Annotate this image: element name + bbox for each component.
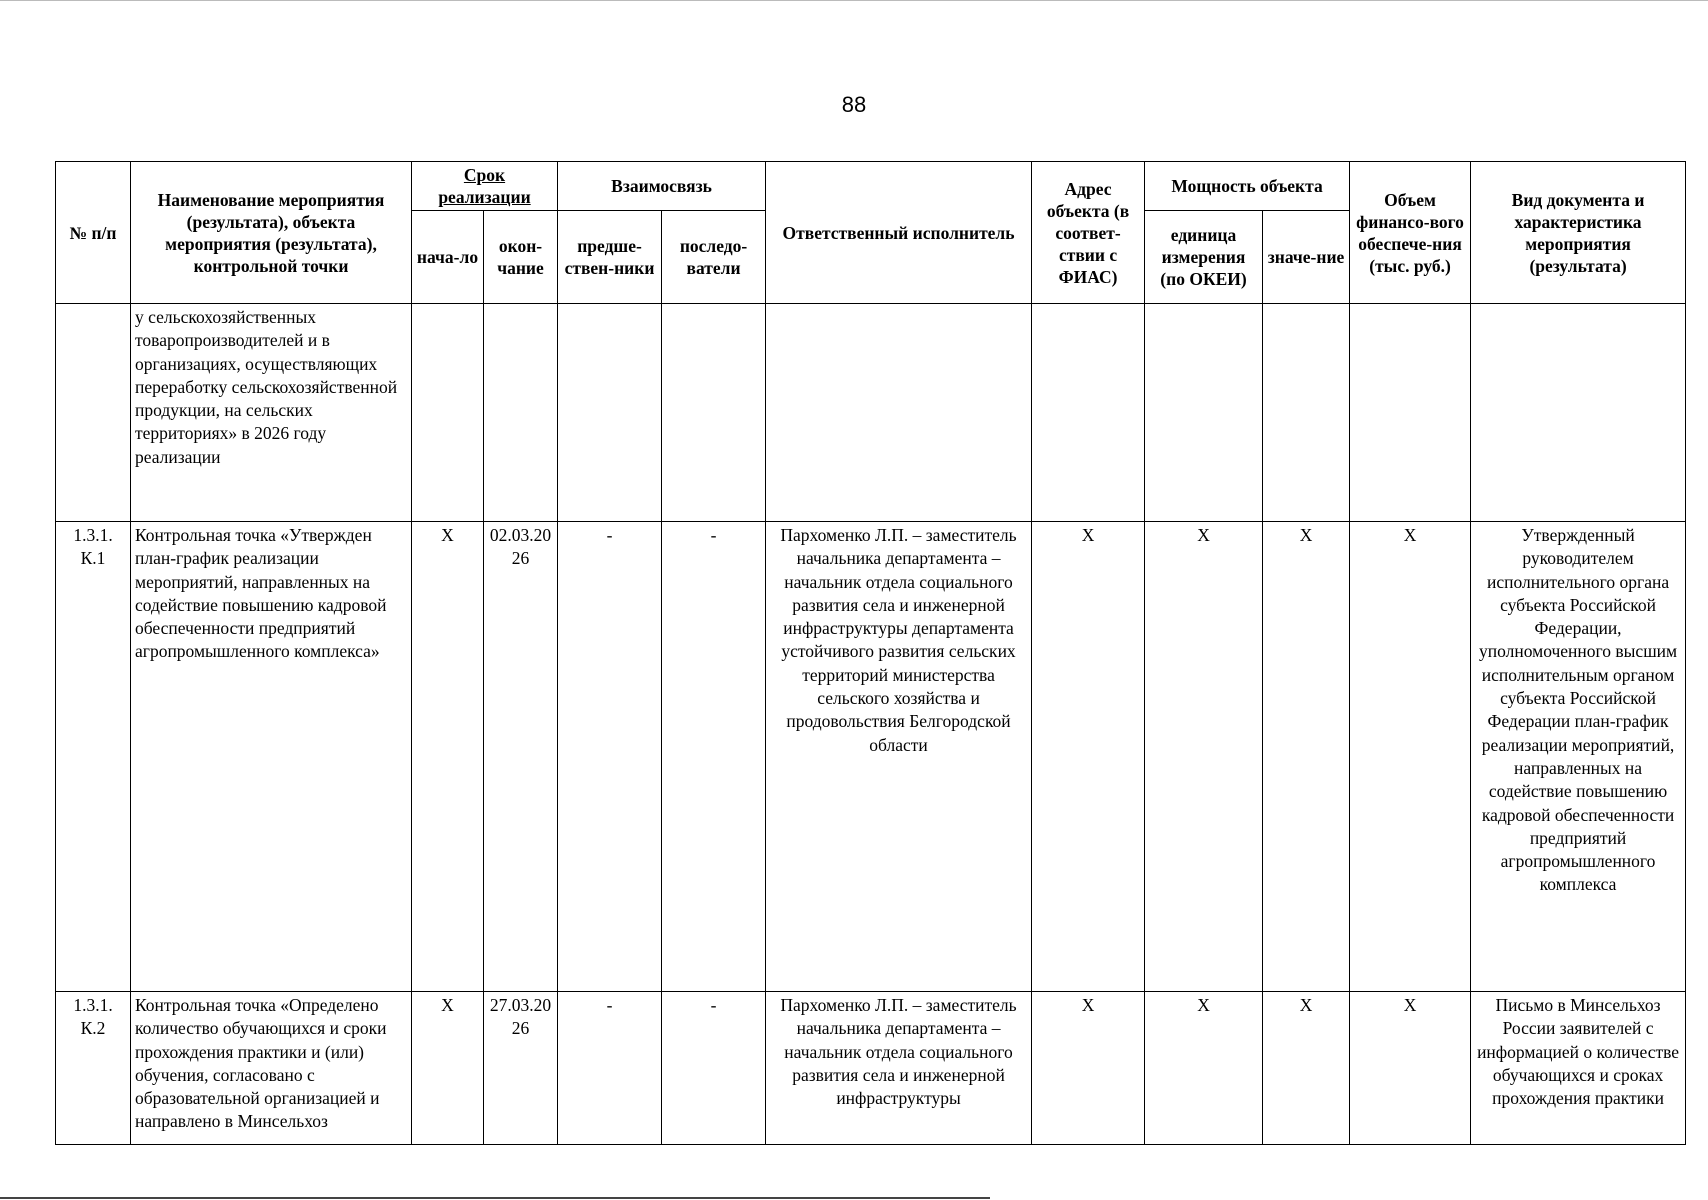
row-value: X (1263, 992, 1350, 1145)
row-successors: - (662, 522, 766, 992)
header-successors: последо-ватели (662, 211, 766, 304)
header-term: Срок реализации (412, 162, 558, 211)
row-responsible: Пархоменко Л.П. – заместитель начальника департамента – начальник отдела социального развития села и инженерной инфраструктуры департамента устойчивого развития сельских территорий министерства сельского хозяйства и продовольствия Белгородской области (766, 522, 1032, 992)
row-finance (1350, 304, 1471, 522)
row-responsible (766, 304, 1032, 522)
header-finance: Объем финансо-вого обеспече-ния (тыс. руб.) (1350, 162, 1471, 304)
row-responsible: Пархоменко Л.П. – заместитель начальника департамента – начальник отдела социального развития села и инженерной инфраструктуры (766, 992, 1032, 1145)
row-end: 02.03.2026 (484, 522, 558, 992)
row-start: X (412, 522, 484, 992)
table-row (56, 992, 1686, 1145)
page-number: 88 (841, 92, 867, 117)
header-unit: единица измерения (по ОКЕИ) (1145, 211, 1263, 304)
row-address: X (1032, 522, 1145, 992)
row-unit: X (1145, 522, 1263, 992)
header-predecessors: предше-ствен-ники (558, 211, 662, 304)
row-name: Контрольная точка «Определено количество обучающихся и сроки прохождения практики и (или) обучения, согласовано с образовательной организацией и направлено в Минсельхоз (131, 992, 412, 1145)
row-address: X (1032, 992, 1145, 1145)
header-capacity: Мощность объекта (1145, 162, 1350, 211)
row-num (56, 304, 131, 522)
row-unit (1145, 304, 1263, 522)
row-address (1032, 304, 1145, 522)
header-name: Наименование мероприятия (результата), объекта мероприятия (результата), контрольной точки (131, 162, 412, 304)
row-num: 1.3.1. К.1 (56, 522, 131, 992)
row-value (1263, 304, 1350, 522)
row-name: Контрольная точка «Утвержден план-график реализации мероприятий, направленных на содействие повышению кадровой обеспеченности предприятий агропромышленного комплекса» (131, 522, 412, 992)
scan-bottom-edge (0, 1197, 990, 1199)
row-document: Письмо в Минсельхоз России заявителей с информацией о количестве обучающихся и сроках прохождения практики (1471, 992, 1686, 1145)
row-successors (662, 304, 766, 522)
row-unit: X (1145, 992, 1263, 1145)
row-document: Утвержденный руководителем исполнительного органа субъекта Российской Федерации, уполномоченного высшим исполнительным органом субъекта Российской Федерации план-график реализации мероприятий, направленных на содействие повышению кадровой обеспеченности предприятий агропромышленного комплекса (1471, 522, 1686, 992)
row-start: X (412, 992, 484, 1145)
scan-top-edge (0, 0, 1708, 1)
table-header (56, 162, 1686, 304)
table-row (56, 304, 1686, 522)
row-value: X (1263, 522, 1350, 992)
row-predecessors (558, 304, 662, 522)
row-successors: - (662, 992, 766, 1145)
row-name: у сельскохозяйственных товаропроизводителей и в организациях, осуществляющих переработку сельскохозяйственной продукции, на сельских территориях» в 2026 году реализации (131, 304, 412, 522)
header-responsible: Ответственный исполнитель (766, 162, 1032, 304)
header-value: значе-ние (1263, 211, 1350, 304)
header-document: Вид документа и характеристика мероприятия (результата) (1471, 162, 1686, 304)
header-address: Адрес объекта (в соответ-ствии с ФИАС) (1032, 162, 1145, 304)
table-row (56, 522, 1686, 992)
row-end: 27.03.2026 (484, 992, 558, 1145)
row-start (412, 304, 484, 522)
plan-table (55, 161, 1686, 1145)
row-num: 1.3.1. К.2 (56, 992, 131, 1145)
header-link: Взаимосвязь (558, 162, 766, 211)
row-end (484, 304, 558, 522)
row-predecessors: - (558, 992, 662, 1145)
row-finance: X (1350, 992, 1471, 1145)
row-predecessors: - (558, 522, 662, 992)
header-start: нача-ло (412, 211, 484, 304)
header-end: окон-чание (484, 211, 558, 304)
row-document (1471, 304, 1686, 522)
header-num: № п/п (56, 162, 131, 304)
row-finance: X (1350, 522, 1471, 992)
